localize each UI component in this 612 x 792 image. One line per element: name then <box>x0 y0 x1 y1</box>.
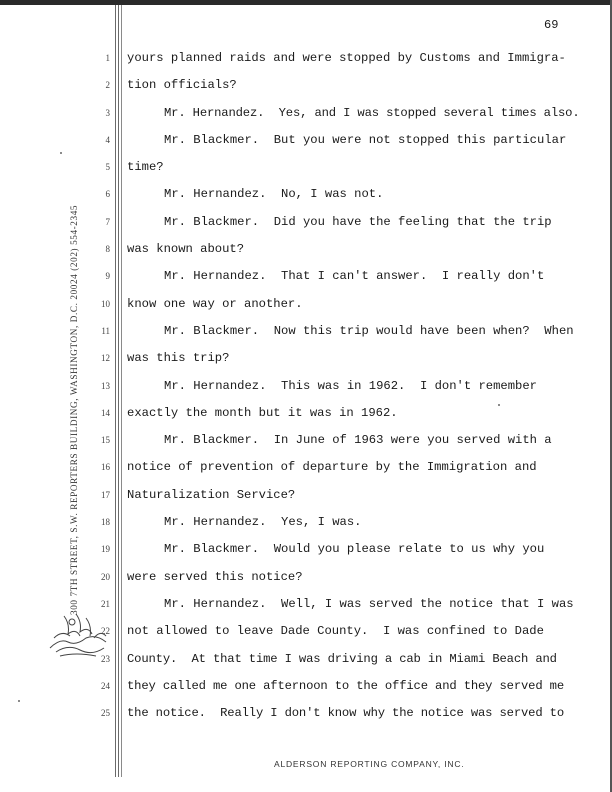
scan-speck <box>498 404 500 406</box>
line-text: Mr. Hernandez. Yes, and I was stopped several times also. <box>164 105 580 120</box>
transcript-line <box>0 184 612 211</box>
line-number: 14 <box>101 407 110 418</box>
line-number: 17 <box>101 489 110 500</box>
line-number: 22 <box>101 626 110 637</box>
transcript-line <box>0 649 612 676</box>
line-number: 24 <box>101 680 110 691</box>
line-number: 16 <box>101 462 110 473</box>
transcript-line <box>0 430 612 457</box>
transcript-line <box>0 157 612 184</box>
line-number: 5 <box>105 162 110 173</box>
line-text: yours planned raids and were stopped by Customs and Immigra- <box>127 51 566 65</box>
transcript-line <box>0 48 612 75</box>
reporting-company-footer: ALDERSON REPORTING COMPANY, INC. <box>274 759 465 769</box>
line-text: Mr. Hernandez. Yes, I was. <box>164 515 362 530</box>
line-number: 12 <box>101 353 110 364</box>
transcript-line <box>0 294 612 321</box>
scan-speck <box>18 700 20 702</box>
transcript-line <box>0 539 612 566</box>
line-number: 20 <box>101 571 110 582</box>
line-number: 23 <box>101 653 110 664</box>
line-number: 13 <box>101 380 110 391</box>
line-number: 9 <box>105 271 110 282</box>
page-number: 69 <box>544 18 559 32</box>
line-number: 11 <box>101 325 110 336</box>
transcript-line <box>0 676 612 703</box>
transcript-line <box>0 130 612 157</box>
line-number: 8 <box>105 244 110 255</box>
line-text: was this trip? <box>127 351 230 366</box>
transcript-body <box>0 48 612 730</box>
line-text: the notice. Really I don't know why the notice was served to <box>127 706 564 721</box>
transcript-line <box>0 621 612 648</box>
transcript-line <box>0 485 612 512</box>
transcript-line <box>0 594 612 621</box>
line-number: 10 <box>101 298 110 309</box>
side-margin-address: 300 7TH STREET, S.W. REPORTERS BUILDING, WASHINGTON, D.C. 20024 (202) 554-2345 <box>69 204 79 615</box>
line-text: Mr. Blackmer. Would you please relate to us why you <box>164 542 545 557</box>
line-text: Mr. Blackmer. In June of 1963 were you served with a <box>164 433 552 448</box>
transcript-line <box>0 103 612 130</box>
line-number: 1 <box>105 53 110 63</box>
line-number: 6 <box>105 189 110 200</box>
transcript-line <box>0 703 612 730</box>
line-text: Mr. Hernandez. This was in 1962. I don't remember <box>164 378 537 393</box>
transcript-line <box>0 266 612 293</box>
transcript-line <box>0 348 612 375</box>
transcript-line <box>0 321 612 348</box>
transcript-line <box>0 212 612 239</box>
line-number: 18 <box>101 517 110 528</box>
line-text: know one way or another. <box>127 296 303 311</box>
line-text: Mr. Hernandez. No, I was not. <box>164 187 384 202</box>
transcript-line <box>0 75 612 102</box>
transcript-line <box>0 239 612 266</box>
line-number: 2 <box>105 80 110 91</box>
line-text: time? <box>127 160 164 175</box>
line-text: they called me one afternoon to the office and they served me <box>127 678 564 693</box>
line-text: Mr. Blackmer. Did you have the feeling that the trip <box>164 214 552 229</box>
line-number: 4 <box>105 134 110 145</box>
line-text: not allowed to leave Dade County. I was confined to Dade <box>127 624 544 639</box>
line-text: exactly the month but it was in 1962. <box>127 405 398 420</box>
scan-speck <box>60 152 62 154</box>
line-number: 21 <box>101 598 110 609</box>
line-number: 7 <box>105 216 110 227</box>
line-number: 19 <box>101 544 110 555</box>
scan-top-edge <box>0 0 612 5</box>
line-text: Mr. Blackmer. But you were not stopped this particular <box>164 132 567 147</box>
line-text: Mr. Hernandez. That I can't answer. I really don't <box>164 269 545 284</box>
line-number: 25 <box>101 708 110 719</box>
transcript-line <box>0 457 612 484</box>
line-text: Naturalization Service? <box>127 487 296 502</box>
line-text: tion officials? <box>127 78 237 93</box>
line-text: County. At that time I was driving a cab in Miami Beach and <box>127 651 557 666</box>
line-text: were served this notice? <box>127 569 303 584</box>
line-text: notice of prevention of departure by the Immigration and <box>127 460 537 475</box>
transcript-line <box>0 567 612 594</box>
line-text: Mr. Hernandez. Well, I was served the notice that I was <box>164 596 574 611</box>
transcript-line <box>0 403 612 430</box>
transcript-line <box>0 376 612 403</box>
line-text: Mr. Blackmer. Now this trip would have been when? When <box>164 323 574 338</box>
line-number: 3 <box>105 107 110 118</box>
transcript-line <box>0 512 612 539</box>
line-text: was known about? <box>127 242 245 257</box>
line-number: 15 <box>101 435 110 446</box>
